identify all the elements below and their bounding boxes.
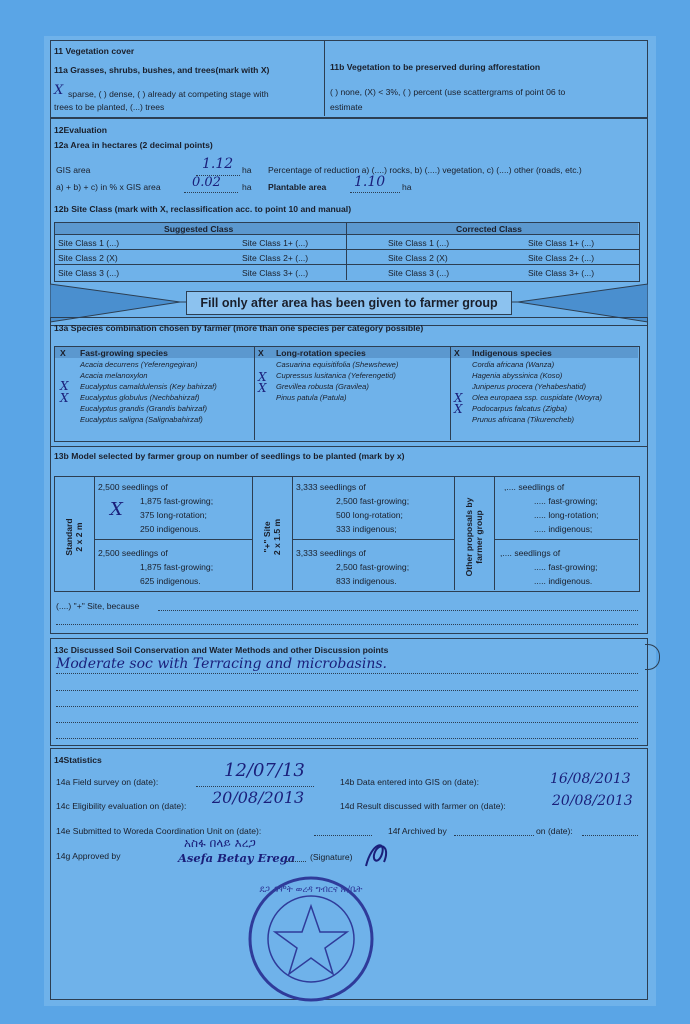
discussion-handwriting: Moderate soc with Terracing and microbasins.: [56, 656, 387, 672]
field-survey-date: 12/07/13: [224, 760, 305, 781]
model-mark: X: [110, 499, 123, 520]
site-class-cell: Site Class 3 (...): [58, 268, 120, 278]
model-line: 1,875 fast-growing;: [140, 562, 214, 572]
model-line: 500 long-rotation;: [336, 510, 403, 520]
model-line: 2,500 seedlings of: [98, 548, 168, 558]
site-class-cell: Site Class 1 (...): [388, 238, 450, 248]
dotline: [56, 673, 638, 674]
ha-unit: ha: [402, 182, 412, 192]
signature-label: (Signature): [310, 852, 353, 862]
species-item: Casuarina equisitifolia (Shewshewe): [276, 360, 399, 369]
site-class-cell: Site Class 3 (...): [388, 268, 450, 278]
site-class-cell: Site Class 1+ (...): [242, 238, 309, 248]
species-mark: X: [60, 391, 69, 405]
submitted-label: 14e Submitted to Woreda Coordination Unit on (date):: [56, 826, 262, 836]
plantable-value: 1.10: [354, 174, 386, 190]
abc-value: 0.02: [192, 175, 221, 190]
gis-entry-date: 16/08/2013: [550, 771, 631, 787]
fast-growing-header: Fast-growing species: [80, 348, 168, 358]
divider: [324, 40, 325, 116]
model-line: ..... indigenous.: [534, 576, 593, 586]
eligibility-date: 20/08/2013: [212, 788, 305, 807]
divider: [94, 539, 252, 540]
dotline: [184, 192, 238, 193]
long-rotation-header: Long-rotation species: [276, 348, 366, 358]
section-13c-title: 13c Discussed Soil Conservation and Water Methods and other Discussion points: [54, 645, 389, 655]
other-proposals-label: Other proposals by farmer group: [464, 497, 484, 577]
site-class-cell: Site Class 1 (...): [58, 238, 120, 248]
model-line: ..... fast-growing;: [534, 496, 598, 506]
section-14-title: 14Statistics: [54, 755, 102, 765]
gis-area-value: 1.12: [202, 156, 234, 172]
x-col: X: [454, 348, 460, 358]
plantable-label: Plantable area: [268, 182, 327, 192]
dotline: [286, 861, 306, 862]
dotline: [56, 624, 638, 625]
model-line: ,.... seedlings of: [500, 548, 561, 558]
sparse-mark: X: [54, 83, 64, 98]
species-item: Acacia melanoxylon: [80, 371, 148, 380]
section-12-title: 12Evaluation: [54, 125, 108, 135]
species-item: Hagenia abyssinica (Koso): [472, 371, 563, 380]
result-discussed-date: 20/08/2013: [552, 793, 633, 809]
model-line: 3,333 seedlings of: [296, 482, 366, 492]
model-grid: [54, 476, 640, 592]
species-item: Eucalyptus grandis (Grandis bahirzaf): [80, 404, 208, 413]
species-item: Grevillea robusta (Gravilea): [276, 382, 369, 391]
percent-reduction-label: Percentage of reduction a) (....) rocks, b) (....) vegetation, c) (....) other (roads, etc.): [268, 165, 582, 175]
site-class-cell: Site Class 2+ (...): [242, 253, 309, 263]
site-class-cell: Site Class 2+ (...): [528, 253, 595, 263]
dotline: [56, 690, 638, 691]
section-11-title: 11 Vegetation cover: [54, 46, 135, 56]
species-mark: X: [258, 370, 267, 384]
corrected-class-header: Corrected Class: [456, 224, 522, 234]
dotline: [196, 786, 314, 787]
species-mark: X: [454, 402, 463, 416]
model-line: 625 indigenous.: [140, 576, 201, 586]
section-11b-title: 11b Vegetation to be preserved during afforestation: [330, 62, 541, 72]
dotline: [56, 738, 638, 739]
species-mark: X: [454, 391, 463, 405]
divider: [494, 539, 638, 540]
model-line: 833 indigenous.: [336, 576, 397, 586]
dotline: [582, 835, 638, 836]
divider: [292, 476, 293, 590]
divider: [292, 539, 454, 540]
species-item: Acacia decurrens (Yeferengegiran): [80, 360, 198, 369]
standard-label: Standard 2 x 2 m: [64, 518, 84, 556]
approver-name: Asefa Betay Erega: [178, 851, 296, 865]
section-13a-title: 13a Species combination chosen by farmer (more than one species per category possible): [54, 323, 424, 333]
dotline: [314, 835, 372, 836]
x-col: X: [258, 348, 264, 358]
official-stamp: [230, 876, 392, 1002]
section-11b-line2: estimate: [330, 102, 363, 112]
plus-site-because: (....) "+" Site, because: [56, 601, 140, 611]
species-item: Eucalyptus camaldulensis (Key bahirzaf): [80, 382, 217, 391]
site-class-cell: Site Class 1+ (...): [528, 238, 595, 248]
model-line: 2,500 seedlings of: [98, 482, 168, 492]
dotline: [454, 835, 534, 836]
approved-label: 14g Approved by: [56, 851, 121, 861]
model-line: 1,875 fast-growing;: [140, 496, 214, 506]
archived-on-label: on (date):: [536, 826, 573, 836]
approver-name-amharic: አስፋ በላይ እረጋ: [184, 836, 256, 850]
site-class-cell: Site Class 3+ (...): [528, 268, 595, 278]
form-page: [44, 36, 656, 1006]
divider: [94, 476, 95, 590]
divider: [54, 264, 639, 265]
species-item: Eucalyptus saligna (Salignabahirzaf): [80, 415, 203, 424]
indigenous-header: Indigenous species: [472, 348, 552, 358]
site-class-cell: Site Class 2 (X): [388, 253, 448, 263]
model-line: ..... long-rotation;: [534, 510, 599, 520]
model-line: ..... indigenous;: [534, 524, 593, 534]
plus-site-label: "+" Site 2 x 1.5 m: [262, 518, 282, 556]
divider: [494, 476, 495, 590]
signature-scribble: [362, 838, 392, 872]
divider: [252, 476, 253, 590]
species-item: Prunus africana (Tikurencheb): [472, 415, 575, 424]
species-item: Olea europaea ssp. cuspidate (Woyra): [472, 393, 603, 402]
dotline: [56, 722, 638, 723]
species-mark: X: [258, 381, 267, 395]
species-item: Cupressus lusitanica (Yeferengetid): [276, 371, 396, 380]
model-line: ..... fast-growing;: [534, 562, 598, 572]
site-class-cell: Site Class 2 (X): [58, 253, 118, 263]
species-mark: X: [60, 379, 69, 393]
species-item: Cordia africana (Wanza): [472, 360, 555, 369]
section-12a-title: 12a Area in hectares (2 decimal points): [54, 140, 213, 150]
section-11a-line1: sparse, ( ) dense, ( ) already at competing stage with: [68, 89, 269, 99]
field-survey-label: 14a Field survey on (date):: [56, 777, 159, 787]
model-line: ,.... seedlings of: [504, 482, 565, 492]
divider: [454, 476, 455, 590]
site-class-cell: Site Class 3+ (...): [242, 268, 309, 278]
divider: [54, 234, 639, 235]
divider: [54, 249, 639, 250]
section-11b-line1: ( ) none, (X) < 3%, ( ) percent (use scattergrams of point 06 to: [330, 87, 566, 97]
species-item: Podocarpus falcatus (Zigba): [472, 404, 567, 413]
fill-banner: Fill only after area has been given to farmer group: [186, 291, 512, 315]
result-discussed-label: 14d Result discussed with farmer on (date):: [340, 801, 506, 811]
x-col: X: [60, 348, 66, 358]
gis-area-label: GIS area: [56, 165, 91, 175]
model-line: 333 indigenous;: [336, 524, 397, 534]
stamp-text: ደጋ ዳሞት ወረዳ ግብርና ጽ/ቤት: [259, 885, 363, 895]
divider: [450, 346, 451, 440]
model-line: 375 long-rotation;: [140, 510, 207, 520]
species-item: Eucalyptus globulus (Nechbahirzaf): [80, 393, 200, 402]
archived-label: 14f Archived by: [388, 826, 447, 836]
model-line: 250 indigenous.: [140, 524, 201, 534]
punch-hole: [645, 644, 660, 670]
abc-label: a) + b) + c) in % x GIS area: [56, 182, 161, 192]
ha-unit: ha: [242, 165, 252, 175]
section-11a-title: 11a Grasses, shrubs, bushes, and trees(mark with X): [54, 65, 270, 75]
model-line: 2,500 fast-growing;: [336, 496, 410, 506]
dotline: [56, 706, 638, 707]
species-item: Juniperus procera (Yehabeshatid): [472, 382, 586, 391]
model-line: 3,333 seedlings of: [296, 548, 366, 558]
eligibility-label: 14c Eligibility evaluation on (date):: [56, 801, 187, 811]
section-13b-title: 13b Model selected by farmer group on number of seedlings to be planted (mark by x): [54, 451, 405, 461]
suggested-class-header: Suggested Class: [164, 224, 234, 234]
section-12b-title: 12b Site Class (mark with X, reclassification acc. to point 10 and manual): [54, 204, 352, 214]
gis-entry-label: 14b Data entered into GIS on (date):: [340, 777, 480, 787]
model-line: 2,500 fast-growing;: [336, 562, 410, 572]
section-11a-line2: trees to be planted, (...) trees: [54, 102, 165, 112]
divider: [346, 222, 347, 280]
divider: [254, 346, 255, 440]
species-item: Pinus patula (Patula): [276, 393, 347, 402]
dotline: [158, 610, 638, 611]
dotline: [350, 192, 400, 193]
ha-unit: ha: [242, 182, 252, 192]
